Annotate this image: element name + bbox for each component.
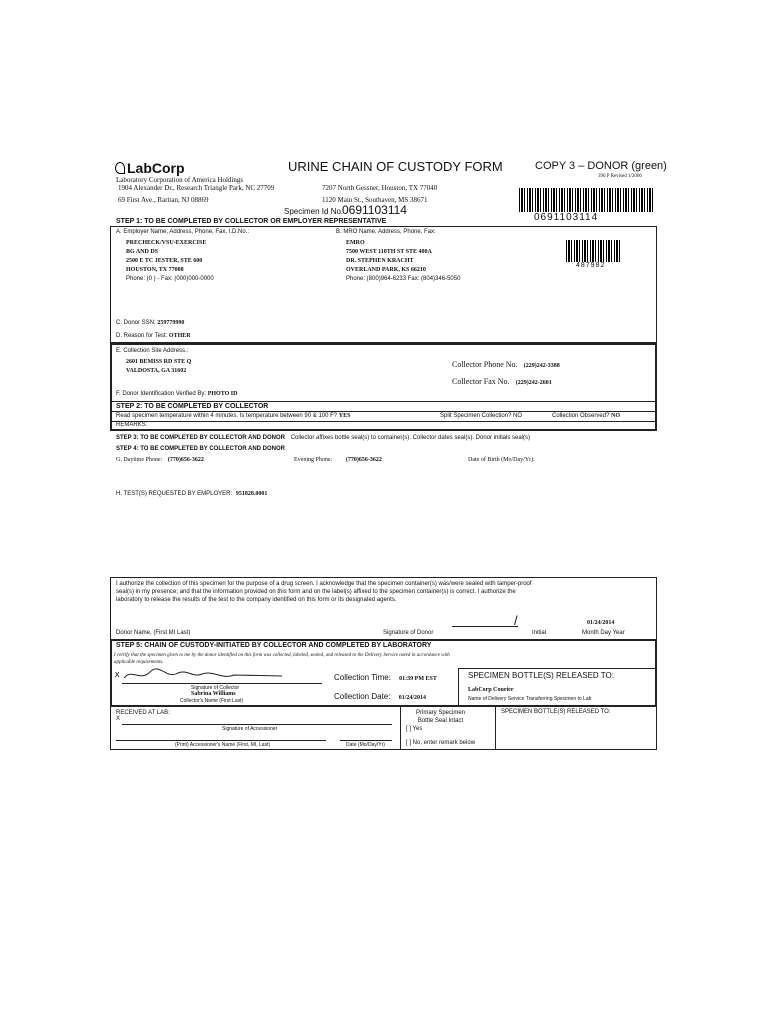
- step3-row: [116, 435, 530, 441]
- tests-value: 951828.0001: [235, 491, 268, 497]
- dob-label: Date of Birth (Mo/Day/Yr):: [468, 457, 535, 463]
- accessioner-date-line: [340, 740, 392, 741]
- company-name: LabCorp: [127, 160, 185, 176]
- collector-fax-row: [452, 377, 552, 386]
- ssn-label: C. Donor SSN:: [116, 320, 156, 326]
- specimen-barcode: [519, 188, 653, 212]
- ssn-row: [116, 320, 184, 326]
- observed-question: Collection Observed?: [552, 413, 610, 419]
- address-line-1: 1904 Alexander Dr., Research Triangle Park, NC 27709: [118, 184, 275, 192]
- collection-date-row: [334, 692, 426, 701]
- labcorp-logo-icon: [115, 162, 125, 174]
- copy-label: COPY 3 – DONOR (green): [535, 160, 667, 172]
- employer-line: PRECHECK/VSU-EXERCISE: [126, 240, 207, 246]
- tests-label: H. TEST(S) REQUESTED BY EMPLOYER:: [116, 491, 233, 497]
- donor-signature-label: Signature of Donor: [383, 630, 434, 636]
- ssn-value: 259779990: [157, 320, 185, 326]
- step2-heading: STEP 2: TO BE COMPLETED BY COLLECTOR: [116, 403, 269, 410]
- labcorp-logo: [115, 160, 185, 176]
- eve-phone: (770)656-3622: [345, 457, 382, 463]
- collector-name: Sabrina Williams: [191, 691, 236, 697]
- collector-name-label: Collector's Name (First Last): [180, 698, 244, 704]
- form-title: URINE CHAIN OF CUSTODY FORM: [288, 159, 503, 174]
- employer-line: BG AND DS: [126, 249, 159, 255]
- divider: [110, 421, 657, 422]
- initial-line: [452, 626, 518, 627]
- company-subtitle: Laboratory Corporation of America Holdings: [116, 176, 244, 184]
- eve-phone-label: Evening Phone:: [294, 457, 333, 463]
- released2-label: SPECIMEN BOTTLE(S) RELEASED TO:: [501, 709, 611, 715]
- authorization-line: I authorize the collection of this specimen for the purpose of a drug screen. I acknowledge that the specimen container(s) was/were sealed with tamper-proof: [116, 581, 532, 587]
- employer-line: HOUSTON, TX 77008: [126, 267, 184, 273]
- initial-mark: /: [514, 613, 518, 628]
- temperature-answer: YES: [338, 413, 351, 419]
- employer-barcode-number: 487982: [576, 262, 606, 269]
- accessioner-date-label: Date (Mo/Day/Yr): [346, 742, 385, 748]
- certify-line: applicable requirements.: [114, 660, 164, 665]
- barcode-number: 0691103114: [534, 212, 599, 223]
- specimen-id: 0691103114: [342, 203, 407, 217]
- signature-x: x: [115, 669, 120, 679]
- mro-label: B. MRO Name, Address, Phone, Fax:: [336, 229, 436, 235]
- collector-fax: (229)242-2601: [515, 380, 552, 386]
- mro-phone: Phone: (800)964-6233 Fax: (804)346-5050: [346, 276, 461, 282]
- address-line-2: 69 First Ave., Raritan, NJ 08869: [118, 196, 209, 204]
- reason-value: OTHER: [168, 333, 191, 339]
- authorization-line: laboratory to release the results of the test to the company identified on this form or its designated agents.: [116, 597, 397, 603]
- accessioner-name-line: [116, 740, 326, 741]
- collection-date-label: Collection Date:: [334, 692, 391, 701]
- site-line: 2601 BEMISS RD STE Q: [126, 359, 192, 365]
- observed-row: [552, 413, 620, 419]
- mro-info: [346, 239, 432, 275]
- split-row: [440, 413, 522, 419]
- collector-phone-label: Collector Phone No.: [452, 360, 518, 369]
- accessioner-signature-label: Signature of Accessioner: [222, 726, 278, 732]
- step5-heading: STEP 5: CHAIN OF CUSTODY-INITIATED BY COLLECTOR AND COMPLETED BY LABORATORY: [116, 642, 432, 649]
- authorization-line: seal(s) in my presence; and that the information provided on this form and on the label(s) affixed to the specimen container(s) is correct. I authorize the: [116, 589, 516, 595]
- collection-time-label: Collection Time:: [334, 673, 391, 682]
- donor-date: 01/24/2014: [587, 620, 615, 626]
- released-label: SPECIMEN BOTTLE(S) RELEASED TO:: [468, 671, 614, 680]
- received-label: RECEIVED AT LAB:: [116, 710, 170, 716]
- collection-time-row: [334, 673, 437, 682]
- collection-date: 01/24/2014: [398, 695, 427, 701]
- authorization-text: [116, 580, 532, 604]
- divider: [110, 401, 657, 402]
- seal-no-checkbox[interactable]: [ ] No, enter remark below: [406, 740, 476, 746]
- eve-phone-row: [294, 457, 382, 463]
- site-label: E. Collection Site Address.:: [116, 348, 189, 354]
- id-verified-row: [116, 391, 237, 397]
- seal-intact-heading: [416, 709, 465, 725]
- employer-label: A. Employer Name, Address, Phone, Fax, I.D.No.:: [116, 229, 250, 235]
- employer-info: [126, 239, 206, 275]
- accessioner-signature-line: [122, 724, 392, 725]
- mro-line: OVERLAND PARK, KS 66210: [346, 267, 426, 273]
- courier-label: Name of Delivery Service Transferring Specimen to Lab: [468, 696, 592, 702]
- observed-answer: NO: [611, 413, 621, 419]
- step3-heading: STEP 3: TO BE COMPLETED BY COLLECTOR AND DONOR: [116, 435, 286, 441]
- collector-fax-label: Collector Fax No.: [452, 377, 510, 386]
- seal-intact-line: Primary Specimen: [416, 710, 466, 716]
- reason-label: D. Reason for Test:: [116, 333, 168, 339]
- split-answer: NO: [513, 413, 523, 419]
- accessioner-name-label: (Print) Accessioner's Name (First, MI, Last): [175, 742, 271, 748]
- site-line: VALDOSTA, GA 31602: [126, 368, 187, 374]
- step1-heading: STEP 1: TO BE COMPLETED BY COLLECTOR OR EMPLOYER REPRESENTATIVE: [116, 218, 387, 225]
- revision-label: 390 P Revised 1/2006: [598, 174, 642, 179]
- certify-line: I certify that the specimen given to me by the donor identified on this form was collected, labeled, sealed, and released to the Delivery Service noted in accordance with: [114, 653, 450, 658]
- remarks-label: REMARKS:: [116, 422, 148, 428]
- mro-line: EMRO: [346, 240, 365, 246]
- donor-name-label: Donor Name, (First MI Last): [116, 630, 191, 636]
- divider: [110, 411, 657, 412]
- id-verified-value: PHOTO ID: [207, 391, 238, 397]
- mro-line: 7500 WEST 110TH ST STE 400A: [346, 249, 432, 255]
- collector-phone-row: [452, 360, 560, 369]
- day-phone-row: [116, 457, 204, 463]
- tests-row: [116, 491, 267, 497]
- day-phone: (770)656-3622: [167, 457, 204, 463]
- id-verified-label: F. Donor Identification Verified By:: [116, 391, 207, 397]
- address-line-3: 7207 North Gessner, Houston, TX 77040: [322, 184, 438, 192]
- mro-line: DR. STEPHEN KRACHT: [346, 258, 414, 264]
- site-address: [126, 358, 191, 376]
- temperature-row: [116, 413, 350, 419]
- seal-intact-line: Bottle Seal Intact: [417, 718, 464, 724]
- collector-signature-icon: [122, 664, 292, 684]
- initial-label: Initial: [532, 630, 547, 636]
- accessioner-x: X: [116, 716, 121, 722]
- day-phone-label: G. Daytime Phone:: [116, 457, 163, 463]
- employer-barcode: [566, 240, 622, 262]
- step3-text: Collector affixes bottle seal(s) to container(s). Collector dates seal(s). Donor initials seal(s): [290, 435, 531, 441]
- reason-row: [116, 333, 191, 339]
- divider: [400, 707, 401, 750]
- seal-yes-checkbox[interactable]: [ ] Yes: [406, 726, 423, 732]
- collector-signature-line: [122, 683, 322, 684]
- collector-signature-label: Signature of Collector: [191, 685, 240, 691]
- split-question: Split Specimen Collection?: [440, 413, 512, 419]
- employer-phone: Phone: (0 ) - Fax: (000)000-0000: [126, 276, 214, 282]
- employer-line: 2500 E TC JESTER, STE 600: [126, 258, 203, 264]
- month-day-year-label: Month Day Year: [582, 630, 625, 636]
- step4-heading: STEP 4: TO BE COMPLETED BY COLLECTOR AND DONOR: [116, 446, 286, 452]
- divider: [495, 707, 496, 750]
- specimen-id-label: Specimen Id No.: [284, 207, 344, 216]
- courier-name: LabCorp Courier: [468, 687, 514, 693]
- temperature-question: Read specimen temperature within 4 minutes. Is temperature between 90 & 100 F?: [116, 413, 338, 419]
- collection-time: 01:39 PM EST: [399, 676, 437, 682]
- collector-phone: (229)242-3388: [523, 363, 560, 369]
- address-line-4: 1120 Main St., Southaven, MS 38671: [322, 196, 428, 204]
